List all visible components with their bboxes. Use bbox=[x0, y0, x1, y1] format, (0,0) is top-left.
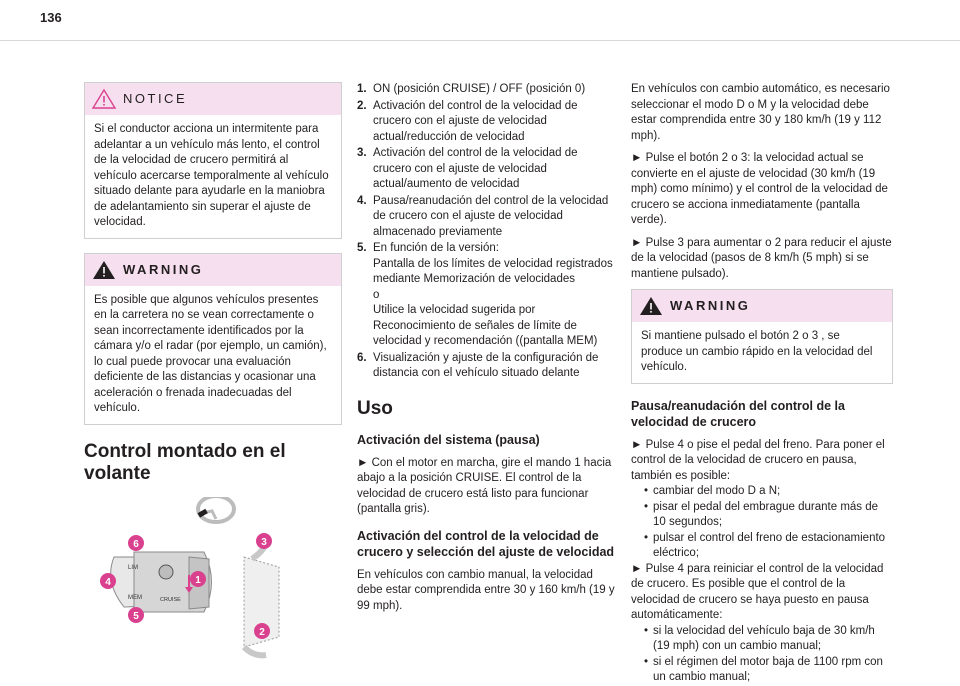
warning-header-2 bbox=[632, 290, 892, 322]
callout-1 bbox=[190, 571, 206, 587]
bullet-item: • pisar el pedal del embrague durante más de 10 segundos; bbox=[644, 500, 893, 531]
callout-3 bbox=[256, 533, 272, 549]
callout-2 bbox=[254, 623, 270, 639]
notice-icon bbox=[91, 88, 117, 110]
bullet-item: • cambiar del modo D a N; bbox=[644, 484, 893, 500]
callout-4 bbox=[100, 573, 116, 589]
paragraph: En vehículos con cambio automático, es necesario seleccionar el modo D o M y la velocidad debe estar comprendida entre 30 y 180 km/h (19 y 112 mph). bbox=[631, 83, 890, 142]
section-heading: Control montado en el volante bbox=[84, 440, 286, 484]
subheading-speed-setting: Activación del control de la velocidad de crucero y selección del ajuste de velocidad bbox=[357, 528, 615, 559]
warning-header bbox=[85, 254, 341, 286]
callout-label-2: 2 bbox=[259, 626, 265, 638]
subheading-activation: Activación del sistema (pausa) bbox=[357, 432, 540, 447]
list-item: 4. Pausa/reanudación del control de la velocidad de crucero con el ajuste de velocidad almacenado previamente bbox=[357, 194, 609, 238]
column-middle bbox=[357, 82, 619, 621]
paragraph: ► Con el motor en marcha, gire el mando 1 hacia abajo a la posición CRUISE. El control de la velocidad de crucero está listo para funcionar (pantalla gris). bbox=[357, 456, 612, 515]
column-left bbox=[84, 82, 342, 672]
callout-label-4: 4 bbox=[105, 576, 111, 588]
paragraph: En vehículos con cambio manual, la velocidad debe estar comprendida entre 30 y 160 km/h (19 y 99 mph). bbox=[357, 568, 615, 612]
callout-label-5: 5 bbox=[133, 610, 139, 622]
notice-header bbox=[85, 83, 341, 115]
top-rule bbox=[0, 40, 960, 41]
section-heading-uso: Uso bbox=[357, 397, 393, 419]
warning-title: WARNING bbox=[123, 261, 204, 277]
stalk-label-cruise: CRUISE bbox=[160, 596, 181, 603]
callout-5 bbox=[128, 607, 144, 623]
stalk-label-mem: MEM bbox=[128, 594, 142, 601]
warning-text: Es posible que algunos vehículos presentes en la carretera no se vean correctamente o sean incorrectamente identificados por la cámara y/o el radar (por ejemplo, un camión), lo cual puede provocar una evaluación deficiente de las distancias y ocasionar una aceleración o frenada inadecuadas del vehículo. bbox=[94, 293, 327, 414]
warning-title-2: WARNING bbox=[670, 298, 751, 314]
warning-box bbox=[84, 253, 342, 425]
paragraph: ► Pulse 4 o pise el pedal del freno. Para poner el control de la velocidad de crucero en pausa, también es posible: bbox=[631, 438, 885, 482]
bullet-item: • si la velocidad del vehículo baja de 30 km/h (19 mph) con un cambio manual; bbox=[644, 624, 893, 655]
callout-label-3: 3 bbox=[261, 536, 267, 548]
callout-label-6: 6 bbox=[133, 538, 139, 550]
column-right bbox=[631, 82, 893, 686]
notice-text: Si el conductor acciona un intermitente para adelantar a un vehículo más lento, el control de la velocidad de crucero permitirá al vehículo acercarse temporalmente al vehículo situado delante para ayudarle en la maniobra de adelantamiento sin superar el ajuste de velocidad. bbox=[94, 123, 329, 228]
paragraph: ► Pulse 4 para reiniciar el control de la velocidad de crucero. Es posible que el control de la velocidad de crucero se haya puesto en pausa automáticamente: bbox=[631, 562, 884, 621]
paragraph: ► Pulse el botón 2 o 3: la velocidad actual se convierte en el ajuste de velocidad (30 km/h (19 mph) como mínimo) y el control de la velocidad de crucero se acciona inmediatamente (pantalla verde). bbox=[631, 152, 888, 226]
page-number: 136 bbox=[40, 10, 62, 25]
warning-icon bbox=[91, 259, 117, 281]
list-item: 6. Visualización y ajuste de la configuración de distancia con el vehículo situado delante bbox=[357, 351, 599, 379]
steering-control-illustration bbox=[94, 497, 294, 672]
notice-box bbox=[84, 82, 342, 239]
warning-box-2 bbox=[631, 289, 893, 384]
callout-6 bbox=[128, 535, 144, 551]
list-item: 3. Activación del control de la velocidad de crucero con el ajuste de velocidad actual/aumento de velocidad bbox=[357, 147, 578, 190]
list-item: 1. ON (posición CRUISE) / OFF (posición 0) bbox=[357, 83, 586, 95]
bullet-item: • pulsar el control del freno de estacionamiento eléctrico; bbox=[644, 531, 893, 562]
warning-text-2: Si mantiene pulsado el botón 2 o 3 , se produce un cambio rápido en la velocidad del vehículo. bbox=[641, 330, 873, 373]
notice-title: NOTICE bbox=[123, 91, 188, 107]
paragraph: ► Pulse 3 para aumentar o 2 para reducir el ajuste de la velocidad (pasos de 8 km/h (5 mph) si se mantiene pulsado). bbox=[631, 236, 892, 280]
warning-icon bbox=[638, 295, 664, 317]
numbered-list bbox=[357, 82, 619, 382]
bullet-list-2 bbox=[631, 624, 893, 686]
bullet-item: • si el régimen del motor baja de 1100 rpm con un cambio manual; bbox=[644, 655, 893, 686]
list-item: 2. Activación del control de la velocidad de crucero con el ajuste de velocidad actual/reducción de velocidad bbox=[357, 99, 578, 143]
subheading-pause: Pausa/reanudación del control de la velocidad de crucero bbox=[631, 398, 845, 429]
steering-wheel-icon bbox=[198, 497, 234, 522]
list-item: 5. En función de la versión: Pantalla de los límites de velocidad registrados mediante Memorización de velocidades o Utilice la velocidad sugerida por Reconocimiento de señales de límite de velocidad y recomendación ((pantalla MEM) bbox=[357, 242, 613, 347]
stalk-label-lim: LIM bbox=[128, 564, 139, 571]
callout-label-1: 1 bbox=[195, 574, 201, 586]
bullet-list-1 bbox=[631, 484, 893, 562]
